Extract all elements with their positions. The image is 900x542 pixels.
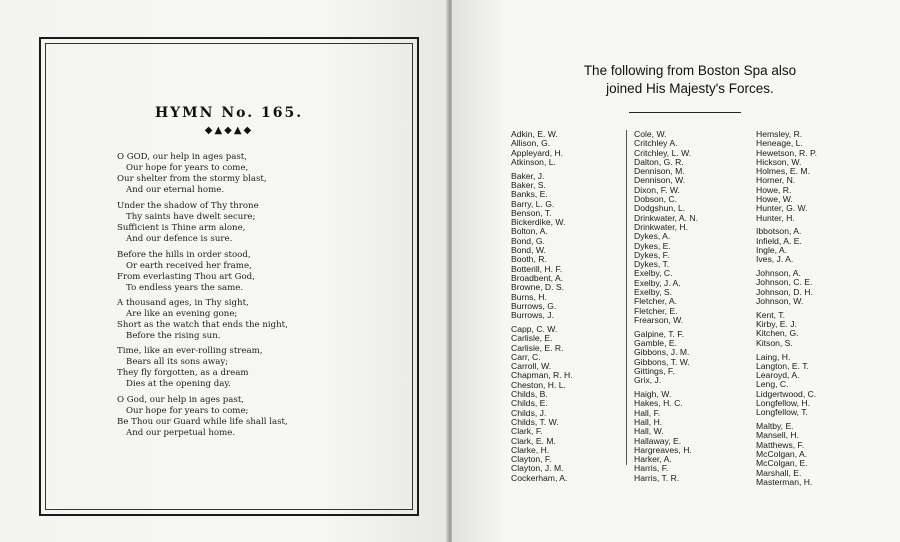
name-entry: Drinkwater, A. N. — [634, 212, 698, 223]
verse-line: And our perpetual home. — [126, 428, 236, 438]
verse-line: Be Thou our Guard while life shall last, — [117, 417, 288, 427]
name-entry: Exelby, S. — [634, 287, 673, 298]
name-entry: Dykes, F. — [634, 249, 670, 260]
name-entry: Clarke, H. — [511, 444, 550, 455]
name-entry: Johnson, A. — [756, 268, 801, 279]
name-entry: Kent, T. — [756, 309, 785, 320]
name-entry: Exelby, C. — [634, 268, 673, 279]
name-entry: Carlisle, E. R. — [511, 342, 564, 353]
name-entry: Baker, S. — [511, 179, 546, 190]
name-entry: Hall, W. — [634, 426, 664, 437]
hymn-verse — [117, 152, 407, 196]
name-entry: Johnson, W. — [756, 296, 804, 307]
name-entry: Grix, J. — [634, 375, 662, 386]
name-entry: Dixon, F. W. — [634, 184, 680, 195]
verse-line: Our hope for years to come, — [126, 163, 249, 173]
verse-line: Sufficient is Thine arm alone, — [117, 223, 246, 233]
hymn-verse — [117, 395, 407, 439]
verse-line: Or earth received her frame, — [126, 261, 252, 271]
name-entry: Adkin, E. W. — [511, 129, 558, 139]
name-entry: Atkinson, L. — [511, 156, 556, 167]
name-entry: Childs, E. — [511, 398, 548, 409]
name-entry: Hargreaves, H. — [634, 444, 692, 455]
verse-line: Thy saints have dwelt secure; — [126, 212, 256, 222]
name-entry: Frearson, W. — [634, 314, 684, 325]
verse-line: Our shelter from the stormy blast, — [117, 174, 267, 184]
name-entry: Drinkwater, H. — [634, 221, 688, 232]
name-entry: Clark, F. — [511, 426, 543, 437]
verse-line: And our defence is sure. — [126, 234, 233, 244]
name-entry: Dykes, T. — [634, 259, 670, 270]
name-entry: Critchley A. — [634, 138, 678, 149]
name-entry: Dobson, C. — [634, 194, 677, 205]
name-entry: Galpine, T. F. — [634, 328, 684, 339]
hymn-verse — [117, 250, 407, 294]
name-entry: McColgan, A. — [756, 449, 808, 459]
name-entry: Langton, E. T. — [756, 360, 809, 371]
name-entry: Kitchen, G. — [756, 328, 799, 339]
name-entry: Heneage, L. — [756, 138, 803, 149]
name-entry: Howe, R. — [756, 184, 792, 195]
verse-line: From everlasting Thou art God, — [117, 272, 255, 282]
verse-line: Our hope for years to come; — [126, 406, 249, 416]
verse-line: Time, like an ever-rolling stream, — [117, 346, 263, 356]
name-entry: Ives, J. A. — [756, 254, 794, 265]
name-entry: Clayton, F. — [511, 454, 552, 465]
name-entry: Horner, N. — [756, 175, 796, 186]
name-entry: Carr, C. — [511, 351, 541, 362]
verse-line: O GOD, our help in ages past, — [117, 152, 247, 162]
name-entry: Exelby, J. A. — [634, 277, 681, 288]
name-entry: Hemsley, R. — [756, 129, 803, 139]
name-entry: Cole, W. — [634, 129, 667, 139]
names-column-2 — [634, 130, 698, 483]
name-entry: Leng, C. — [756, 379, 789, 390]
name-entry: Hunter, H. — [756, 212, 795, 223]
name-entry: Masterman, H. — [756, 476, 813, 487]
name-entry: Dykes, E. — [634, 240, 671, 251]
name-entry: Haigh, W. — [634, 389, 672, 400]
name-entry: Hallaway, E. — [634, 435, 682, 446]
name-entry: Clayton, J. M. — [511, 463, 564, 474]
name-entry: Fletcher, A. — [634, 296, 677, 307]
name-entry: Hall, F. — [634, 407, 661, 418]
names-column-1 — [511, 130, 573, 483]
name-entry: Benson, T. — [511, 207, 552, 218]
name-entry: Marshall, E. — [756, 467, 802, 478]
name-entry: Dennison, M. — [634, 166, 685, 177]
list-heading-line1: The following from Boston Spa also — [583, 63, 797, 78]
ornament-divider-icon: ◆▲◆▲◆ — [204, 125, 254, 136]
name-entry: Hickson, W. — [756, 156, 802, 167]
name-entry: Kitson, S. — [756, 337, 793, 348]
name-entry: Dykes, A. — [634, 231, 671, 242]
name-entry: Cockerham, A. — [511, 472, 568, 483]
name-entry: Clark, E. M. — [511, 435, 556, 446]
name-entry: Childs, T. W. — [511, 416, 559, 427]
name-entry: Laing, H. — [756, 351, 791, 362]
verse-line: To endless years the same. — [126, 283, 244, 293]
name-entry: Burrows, G. — [511, 300, 557, 311]
names-column-3 — [756, 130, 817, 487]
name-entry: Longfellow, H. — [756, 398, 810, 409]
name-entry: Allison, G. — [511, 138, 551, 149]
heading-rule — [629, 112, 741, 113]
name-entry: Banks, E. — [511, 189, 548, 200]
name-entry: Fletcher, E. — [634, 305, 678, 316]
verse-line: They fly forgotten, as a dream — [117, 368, 249, 378]
name-entry: Critchley, L. W. — [634, 147, 692, 158]
verse-line: Before the hills in order stood, — [117, 250, 251, 260]
name-entry: Howe, W. — [756, 194, 793, 205]
hymn-verse — [117, 298, 407, 342]
name-entry: Burns, H. — [511, 291, 547, 302]
name-entry: Chapman, R. H. — [511, 370, 573, 381]
name-entry: Booth, R. — [511, 254, 547, 265]
name-entry: Carlisle, E. — [511, 333, 553, 344]
name-entry: Browne, D. S. — [511, 282, 565, 293]
verse-line: And our eternal home. — [126, 185, 225, 195]
verse-line: Short as the watch that ends the night, — [117, 320, 288, 330]
name-entry: McColgan, E. — [756, 458, 808, 469]
name-entry: Holmes, E. M. — [756, 166, 810, 177]
name-entry: Gibbons, T. W. — [634, 356, 690, 367]
column-divider — [626, 130, 627, 465]
name-entry: Gibbons, J. M. — [634, 347, 690, 358]
name-entry: Hall, H. — [634, 416, 663, 427]
name-entry: Childs, B. — [511, 389, 548, 400]
verse-line: Bears all its sons away; — [126, 357, 229, 367]
name-entry: Johnson, C. E. — [756, 277, 813, 288]
name-entry: Lidgertwood, C. — [756, 388, 817, 399]
name-entry: Botterill, H. F. — [511, 263, 563, 274]
name-entry: Bond, G. — [511, 235, 545, 246]
verse-line: Dies at the opening day. — [126, 379, 231, 389]
name-entry: Childs, J. — [511, 407, 547, 418]
verse-line: Under the shadow of Thy throne — [117, 201, 259, 211]
name-entry: Barry, L. G. — [511, 198, 555, 209]
name-entry: Hewetson, R. P. — [756, 147, 817, 158]
name-entry: Dodgshun, L. — [634, 203, 686, 214]
name-entry: Capp, C. W. — [511, 323, 558, 334]
name-entry: Carroll, W. — [511, 361, 552, 372]
name-entry: Harker, A. — [634, 454, 672, 465]
name-entry: Maltby, E. — [756, 421, 794, 432]
hymn-title: HYMN No. 165. — [154, 105, 304, 121]
name-entry: Dalton, G. R. — [634, 156, 684, 167]
name-entry: Kirby, E. J. — [756, 319, 797, 330]
hymn-verse — [117, 346, 407, 390]
name-entry: Hakes, H. C. — [634, 398, 683, 409]
name-entry: Johnson, D. H. — [756, 286, 813, 297]
name-entry: Dennison, W. — [634, 175, 686, 186]
name-entry: Harris, T. R. — [634, 472, 680, 483]
name-entry: Learoyd, A. — [756, 370, 800, 381]
list-heading-line2: joined His Majesty's Forces. — [606, 81, 774, 96]
verse-line: O God, our help in ages past, — [117, 395, 245, 405]
name-entry: Ingle, A. — [756, 245, 788, 256]
name-entry: Bolton, A. — [511, 226, 548, 237]
name-entry: Harris, F. — [634, 463, 669, 474]
hymn-verse — [117, 201, 407, 245]
name-entry: Mansell, H. — [756, 430, 799, 441]
name-entry: Gittings, F. — [634, 365, 675, 376]
verse-line: Are like an evening gone; — [126, 309, 238, 319]
name-entry: Baker, J. — [511, 170, 545, 181]
name-entry: Matthews, F. — [756, 439, 805, 450]
name-entry: Broadbent, A. — [511, 272, 564, 283]
name-entry: Bickerdike, W. — [511, 217, 566, 228]
name-entry: Appleyard, H. — [511, 147, 564, 158]
name-entry: Gamble, E. — [634, 338, 677, 349]
name-entry: Longfellow, T. — [756, 407, 808, 418]
verse-line: Before the rising sun. — [126, 331, 221, 341]
name-entry: Ibbotson, A. — [756, 226, 802, 237]
name-entry: Hunter, G. W. — [756, 203, 808, 214]
verse-line: A thousand ages, in Thy sight, — [117, 298, 249, 308]
name-entry: Infield, A. E. — [756, 235, 802, 246]
name-entry: Burrows, J. — [511, 310, 554, 321]
name-entry: Cheston, H. L. — [511, 379, 566, 390]
name-entry: Bond, W. — [511, 245, 546, 256]
